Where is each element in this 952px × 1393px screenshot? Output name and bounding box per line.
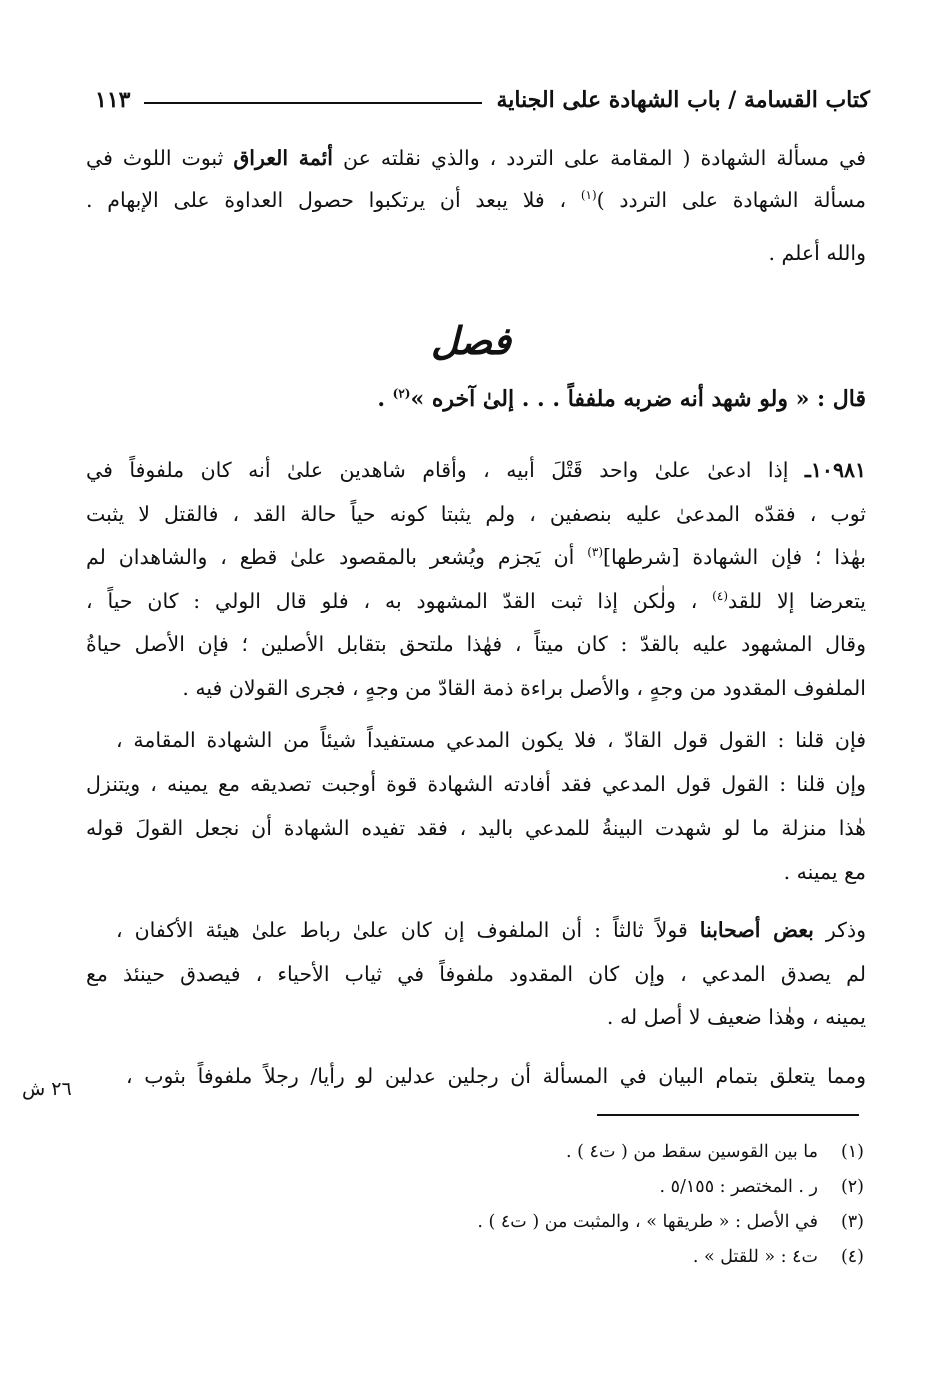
text-segment: قولاً ثالثاً : أن الملفوف إن كان علىٰ رباط علىٰ هيئة الأكفان ،: [116, 918, 688, 942]
text-segment: بهٰذا ؛ فإن الشهادة [شرطها]: [603, 545, 866, 569]
footnote-number: (٣): [840, 1212, 864, 1232]
text-segment: ، ولٰكن إذا ثبت القدّ المشهود به ، فلو قال الولي : كان حياً ،: [86, 589, 698, 613]
text-line: [116, 920, 866, 941]
text-segment: مسألة الشهادة على التردد ): [596, 188, 866, 212]
text-line: [86, 148, 866, 169]
text-line: [86, 243, 866, 264]
footnote-separator: [597, 1114, 859, 1116]
text-segment: أن يَجزم ويُشعر بالمقصود علىٰ قطع ، والشاهدان لم: [86, 545, 575, 569]
text-segment: فإن قلنا : القول قول القادّ ، فلا يكون المدعي مستفيداً شيئاً من الشهادة المقامة ،: [116, 728, 866, 752]
text-segment: وقال المشهود عليه بالقدّ : كان ميتاً ، فهٰذا ملتحق بتقابل الأصلين ؛ فإن الأصل حياةُ: [86, 632, 866, 656]
text-segment: وذكر: [825, 918, 866, 942]
footnote-text: ما بين القوسين سقط من ( ت٤ ) .: [566, 1142, 818, 1162]
text-segment: هٰذا منزلة ما لو شهدت البينةُ للمدعي باليد ، فقد تفيده الشهادة أن نجعل القولَ قوله: [86, 816, 866, 840]
footnote: [693, 1247, 864, 1267]
text-segment: يمينه ، وهٰذا ضعيف لا أصل له .: [606, 1005, 866, 1029]
text-line: [86, 678, 866, 699]
footnote-text: في الأصل : « طريقها » ، والمثبت من ( ت٤ ) .: [477, 1212, 818, 1232]
text-line: [126, 1066, 866, 1087]
paragraph-number: ١٠٩٨١ـ: [804, 458, 866, 482]
text-segment: لم يصدق المدعي ، وإن كان المقدود ملفوفاً في ثياب الأحياء ، فيصدق حينئذ مع: [86, 962, 866, 986]
footnote-number: (٢): [840, 1177, 864, 1197]
text-line: [86, 964, 866, 985]
bold-term: بعض أصحابنا: [699, 918, 814, 942]
text-segment: والله أعلم .: [768, 241, 866, 265]
footnote-text: ر . المختصر : ٥/١٥٥ .: [659, 1177, 818, 1197]
footnote: [477, 1212, 864, 1232]
text-segment: في مسألة الشهادة ( المقامة على التردد ، والذي نقلته عن: [343, 146, 866, 170]
text-line: [86, 862, 866, 883]
footnote-ref: (٢): [392, 386, 411, 401]
text-segment: قال : « ولو شهد أنه ضربه ملففاً . . . إلىٰ آخره »: [410, 386, 866, 412]
footnote: [659, 1177, 864, 1197]
footnote-ref: (٣): [587, 545, 604, 560]
text-segment: ومما يتعلق بتمام البيان في المسألة أن رجلين عدلين لو رأيا/ رجلاً ملفوفاً بثوب ،: [126, 1064, 866, 1088]
footnote-text: ت٤ : « للقتل » .: [692, 1247, 818, 1267]
footnote: [566, 1142, 864, 1162]
section-heading-fasl: فصل: [431, 318, 511, 363]
text-segment: وإن قلنا : القول قول المدعي فقد أفادته الشهادة قوة أوجبت تصديقه مع يمينه ، ويتنزل: [86, 772, 866, 796]
text-segment: الملفوف المقدود من وجهٍ ، والأصل براءة ذمة القادّ من وجهٍ ، فجرى القولان فيه .: [182, 676, 866, 700]
text-line: [116, 730, 866, 751]
text-segment: ثبوت اللوث في: [86, 146, 224, 170]
text-segment: إذا ادعىٰ علىٰ واحد قَتْلَ أبيه ، وأقام شاهدين علىٰ أنه كان ملفوفاً في: [86, 458, 789, 482]
text-line: [86, 460, 866, 481]
running-header: [95, 80, 870, 120]
manuscript-folio-note: ٢٦ ش: [22, 1078, 72, 1100]
header-rule: [144, 102, 482, 104]
footnote-number: (١): [840, 1142, 864, 1162]
quoted-matn: [86, 388, 866, 410]
text-segment: ، فلا يبعد أن يرتكبوا حصول العداوة على الإبهام .: [86, 188, 567, 212]
text-line: [86, 504, 866, 525]
footnote-number: (٤): [840, 1247, 864, 1267]
text-segment: ثوب ، فقدّه المدعىٰ عليه بنصفين ، ولم يثبتا كونه حياً حالة القد ، فالقتل لا يثبت: [86, 502, 866, 526]
text-line: [86, 818, 866, 839]
text-line: [86, 547, 866, 568]
bold-term: أئمة العراق: [233, 146, 333, 170]
text-line: [86, 591, 866, 612]
text-segment: .: [377, 386, 385, 412]
text-segment: مع يمينه .: [783, 860, 866, 884]
text-line: [86, 190, 866, 211]
header-title: كتاب القسامة / باب الشهادة على الجناية: [496, 87, 870, 113]
footnote-ref: (٤): [712, 589, 728, 604]
text-line: [86, 1007, 866, 1028]
footnote-ref: (١): [580, 188, 597, 203]
page-number: ١١٣: [95, 87, 131, 113]
text-line: [86, 774, 866, 795]
text-segment: يتعرضا إلا للقد: [728, 589, 866, 613]
text-line: [86, 634, 866, 655]
